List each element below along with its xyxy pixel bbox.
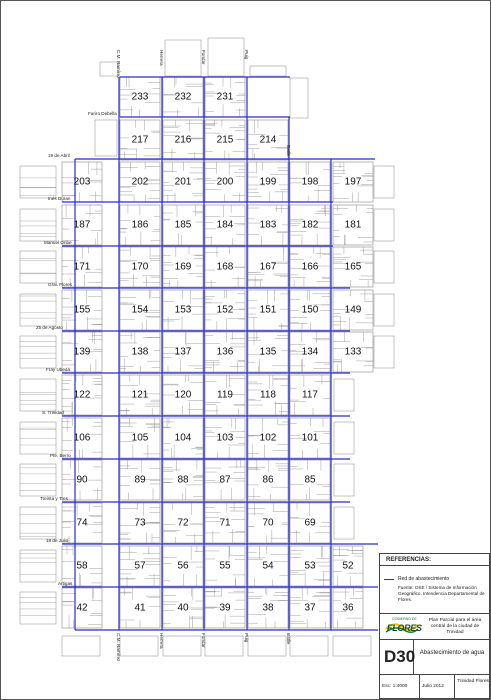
fringe-parcels — [374, 209, 394, 241]
block-number: 53 — [304, 560, 316, 572]
block-number: 139 — [73, 346, 91, 358]
block-number: 187 — [73, 219, 91, 231]
block-number: 150 — [301, 304, 319, 316]
block-number: 86 — [262, 474, 274, 486]
block-number: 168 — [216, 261, 234, 273]
block-number: 155 — [73, 304, 91, 316]
block-number: 56 — [177, 560, 189, 572]
block-number: 200 — [216, 176, 234, 188]
fringe-parcels — [334, 464, 354, 496]
legend-network-row — [384, 576, 449, 582]
block-number: 170 — [131, 261, 149, 273]
block-number: 120 — [174, 389, 192, 401]
block-number: 138 — [131, 346, 149, 358]
title-row — [380, 639, 489, 675]
fringe-parcels — [334, 422, 354, 454]
block-number: 197 — [344, 176, 362, 188]
block-number: 216 — [174, 134, 192, 146]
legend-source: Fuente: OSE / Sistema de Información Geográfico. Intendencia Departamental de Flores. — [398, 585, 485, 602]
block-number: 186 — [131, 219, 149, 231]
block-number: 89 — [134, 474, 146, 486]
block-number: 233 — [131, 91, 149, 103]
block-number: 181 — [344, 219, 362, 231]
fringe-parcels — [20, 209, 56, 241]
fringe-parcels — [20, 336, 56, 368]
legend-panel — [379, 553, 490, 699]
logo-text: FLORES — [387, 623, 422, 633]
fringe-parcels — [374, 294, 394, 326]
block-number: 55 — [219, 560, 231, 572]
block-number: 40 — [177, 602, 189, 614]
block-number: 71 — [219, 517, 231, 529]
street-label: Fondar — [201, 633, 206, 648]
street-label: Fondar — [201, 50, 206, 65]
legend-title: REFERENCIAS: — [380, 554, 489, 566]
block-number: 217 — [131, 134, 149, 146]
code-cell — [380, 640, 414, 675]
block-number: 122 — [73, 389, 91, 401]
fringe-parcels — [374, 251, 394, 283]
sheet-code: D30 — [384, 647, 416, 666]
block-number: 153 — [174, 304, 192, 316]
fringe-parcels — [20, 294, 56, 326]
block-number: 169 — [174, 261, 192, 273]
footer-row — [380, 674, 489, 700]
fringe-parcels — [20, 422, 56, 454]
footer-divider — [454, 675, 455, 700]
sheet-title: Abastecimiento de agua — [419, 650, 485, 656]
street-label: Treinta y Tres — [40, 496, 68, 501]
fringe-parcels — [20, 166, 56, 198]
fringe-parcels — [20, 550, 56, 582]
block-number: 38 — [262, 602, 274, 614]
block-number: 104 — [174, 432, 192, 444]
fringe-parcels — [374, 166, 394, 198]
block-number: 167 — [259, 261, 277, 273]
street-label: Puig — [244, 50, 249, 60]
block-number: 106 — [73, 432, 91, 444]
block-number: 73 — [134, 517, 146, 529]
block-number: 85 — [304, 474, 316, 486]
block-number: 37 — [304, 602, 316, 614]
street-label: Batlle — [286, 633, 291, 645]
block-number: 88 — [177, 474, 189, 486]
block-number: 74 — [76, 517, 88, 529]
street-label: Pte. Berro — [50, 453, 71, 458]
block-number: 171 — [73, 261, 91, 273]
block-number: 152 — [216, 304, 234, 316]
fringe-parcels — [20, 507, 56, 539]
block-number: 133 — [344, 346, 362, 358]
street-label: Gral. Flores — [48, 282, 72, 287]
fringe-parcels — [374, 336, 394, 368]
street-label: Herrera — [159, 633, 164, 649]
street-label: 19 de Abril — [48, 153, 70, 158]
block-number: 135 — [259, 346, 277, 358]
block-number: 69 — [304, 517, 316, 529]
fringe-parcels — [62, 636, 371, 656]
block-number: 52 — [342, 560, 354, 572]
block-number: 136 — [216, 346, 234, 358]
block-number: 39 — [219, 602, 231, 614]
block-number: 151 — [259, 304, 277, 316]
block-number: 54 — [262, 560, 274, 572]
fringe-parcels — [334, 379, 354, 411]
block-number: 58 — [76, 560, 88, 572]
block-number: 166 — [301, 261, 319, 273]
block-number: 149 — [344, 304, 362, 316]
street-label: Batlle — [286, 145, 291, 157]
block-number: 198 — [301, 176, 319, 188]
block-number: 102 — [259, 432, 277, 444]
block-number: 105 — [131, 432, 149, 444]
fringe-parcels — [20, 592, 56, 624]
logo-small-text: GOBIERNO DE — [392, 617, 417, 621]
fringe-parcels — [20, 379, 56, 411]
block-number: 184 — [216, 219, 234, 231]
block-number: 72 — [177, 517, 189, 529]
street-label: S. Trinidad — [42, 410, 64, 415]
scale-text: Esc: 1:4000 — [382, 684, 408, 689]
block-number: 117 — [302, 389, 318, 401]
street-label: Inés Duran — [48, 196, 71, 201]
block-number: 202 — [131, 176, 149, 188]
block-number: 183 — [259, 219, 277, 231]
street-label: Puig — [244, 633, 249, 643]
block-number: 57 — [134, 560, 146, 572]
block-number: 134 — [301, 346, 319, 358]
block-number: 185 — [174, 219, 192, 231]
block-number: 118 — [260, 389, 276, 401]
block-number: 232 — [174, 91, 192, 103]
place-text: Trinidad Flores — [457, 679, 489, 684]
block-number: 215 — [216, 134, 234, 146]
street-label: Herrera — [159, 50, 164, 66]
legend-network-label: Red de abastecimiento — [398, 576, 450, 582]
block-number: 121 — [131, 389, 149, 401]
street-label: 18 de Julio — [46, 538, 69, 543]
block-number: 103 — [216, 432, 234, 444]
block-number: 70 — [262, 517, 274, 529]
block-number: 182 — [301, 219, 319, 231]
block-number: 214 — [259, 134, 277, 146]
street-label: Fray Ubedá — [46, 367, 71, 372]
block-number: 137 — [174, 346, 192, 358]
block-number: 36 — [342, 602, 354, 614]
date-text: Julio 2012 — [422, 684, 444, 689]
street-label: C.M. Ramírez — [116, 633, 121, 662]
plan-title: Plan Parcial para el área central de la ciudad de Trinidad — [428, 618, 482, 635]
block-number: 201 — [174, 176, 192, 188]
block-number: 154 — [131, 304, 149, 316]
logo-row — [380, 613, 489, 640]
street-label: 25 de Agosto — [36, 325, 63, 330]
block-number: 42 — [76, 602, 88, 614]
block-number: 101 — [301, 432, 319, 444]
block-number: 203 — [73, 176, 91, 188]
block-labels — [74, 92, 362, 614]
street-label: Manuel Oribe — [44, 240, 72, 245]
street-label: Artigas — [58, 581, 73, 586]
fringe-parcels — [334, 507, 354, 539]
block-number: 41 — [134, 602, 146, 614]
street-label: Fariro Debella — [88, 111, 117, 116]
footer-divider — [419, 675, 420, 700]
block-number: 231 — [216, 91, 234, 103]
fringe-parcels — [20, 251, 56, 283]
block-number: 199 — [259, 176, 277, 188]
street-label: C.M. Ramírez — [116, 50, 121, 79]
block-number: 119 — [217, 389, 233, 401]
block-number: 90 — [76, 474, 88, 486]
block-number: 87 — [219, 474, 231, 486]
legend-network-line — [384, 579, 394, 580]
fringe-parcels — [20, 464, 56, 496]
block-number: 165 — [344, 261, 362, 273]
